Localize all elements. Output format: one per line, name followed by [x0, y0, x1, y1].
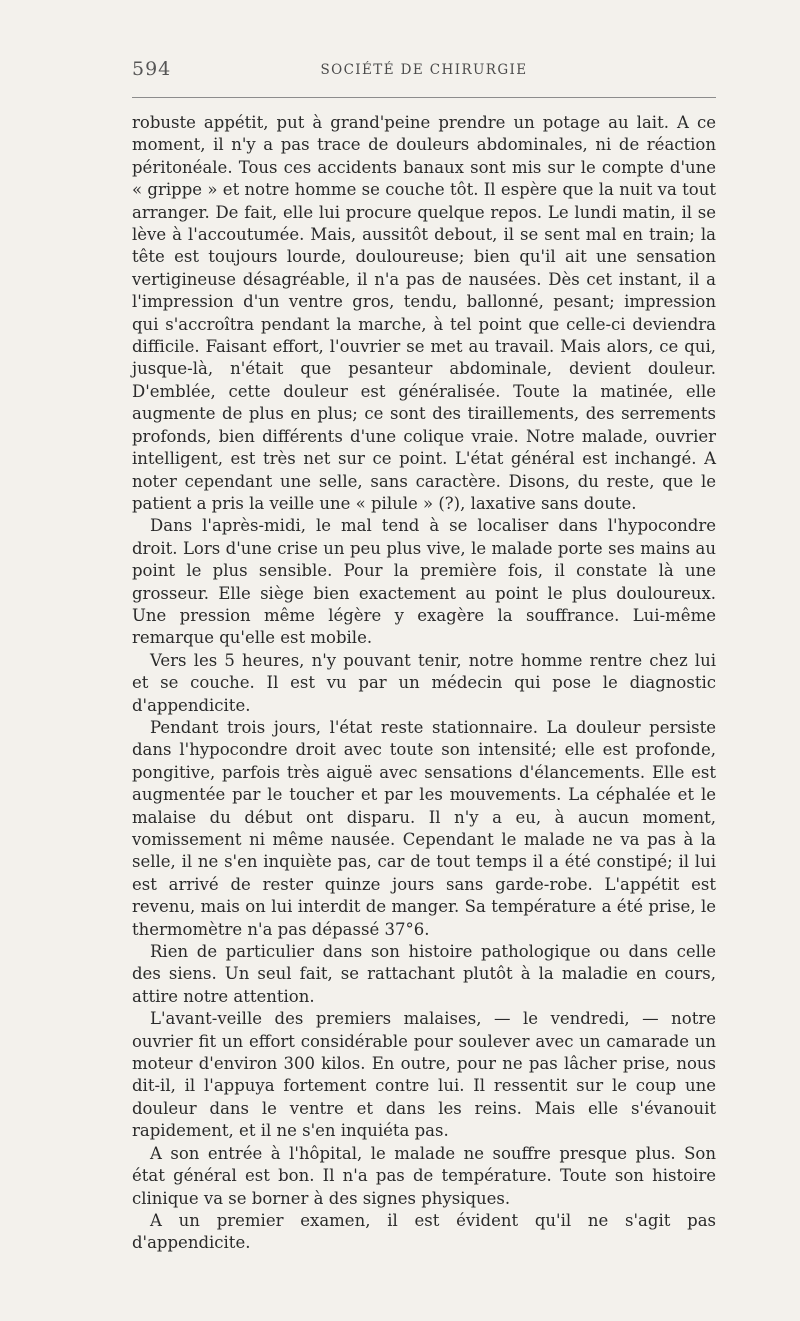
page-body [132, 112, 716, 1255]
paragraph: A un premier examen, il est évident qu'il ne s'agit pas d'appendicite. [132, 1210, 716, 1253]
paragraph: A son entrée à l'hôpital, le malade ne souffre presque plus. Son état général est bon. Il n'a pas de température. Toute son histoire clinique va se borner à des signes physiques. [132, 1143, 716, 1208]
header-rule [132, 97, 716, 98]
page-header [132, 58, 716, 86]
paragraph: Pendant trois jours, l'état reste stationnaire. La douleur persiste dans l'hypocondre droit avec toute son intensité; elle est profonde, pongitive, parfois très aiguë avec sensations d'élancements. Elle est augmentée par le toucher et par les mouvements. La céphalée et le malaise du début ont disparu. Il n'y a eu, à aucun moment, vomissement ni même nausée. Cependant le malade ne va pas à la selle, il ne s'en inquiète pas, car de tout temps il a été constipé; il lui est arrivé de rester quinze jours sans garde-robe. L'appétit est revenu, mais on lui interdit de manger. Sa température a été prise, le thermomètre n'a pas dépassé 37°6. [132, 717, 716, 939]
page-number: 594 [132, 58, 172, 80]
paragraph: Rien de particulier dans son histoire pathologique ou dans celle des siens. Un seul fait, se rattachant plutôt à la maladie en cours, attire notre attention. [132, 942, 716, 1006]
running-head: SOCIÉTÉ DE CHIRURGIE [320, 62, 528, 78]
paragraph: robuste appétit, put à grand'peine prendre un potage au lait. A ce moment, il n'y a pas trace de douleurs abdominales, ni de réaction péritonéale. Tous ces accidents banaux sont mis sur le compte d'une « grippe » et notre homme se couche tôt. Il espère que la nuit va tout arranger. De fait, elle lui procure quelque repos. Le lundi matin, il se lève à l'accoutumée. Mais, aussitôt debout, il se sent mal en train; la tête est toujours lourde, douloureuse; bien qu'il ait une sensation vertigineuse désagréable, il n'a pas de nausées. Dès cet instant, il a l'impression d'un ventre gros, tendu, ballonné, pesant; impression qui s'accroîtra pendant la marche, à tel point que celle-ci deviendra difficile. Faisant effort, l'ouvrier se met au travail. Mais alors, ce qui, jusque-là, n'était que pesanteur abdominale, devient douleur. D'emblée, cette douleur est généralisée. Toute la matinée, elle augmente de plus en plus; ce sont des tiraillements, des serrements profonds, bien différents d'une colique vraie. Notre malade, ouvrier intelligent, est très net sur ce point. L'état général est inchangé. A noter cependant une selle, sans caractère. Disons, du reste, que le patient a pris la veille une « pilule » (?), laxative sans doute. [132, 113, 716, 513]
paragraph: L'avant-veille des premiers malaises, — le vendredi, — notre ouvrier fit un effort considérable pour soulever avec un camarade un moteur d'environ 300 kilos. En outre, pour ne pas lâcher prise, nous dit-il, il l'appuya fortement contre lui. Il ressentit sur le coup une douleur dans le ventre et dans les reins. Mais elle s'évanouit rapidement, et il ne s'en inquiéta pas. [132, 1009, 716, 1141]
paragraph: Vers les 5 heures, n'y pouvant tenir, notre homme rentre chez lui et se couche. Il est vu par un médecin qui pose le diagnostic d'appendicite. [132, 650, 716, 715]
paragraph: Dans l'après-midi, le mal tend à se localiser dans l'hypocondre droit. Lors d'une crise un peu plus vive, le malade porte ses mains au point le plus sensible. Pour la première fois, il constate là une grosseur. Elle siège bien exactement au point le plus douloureux. Une pression même légère y exagère la souffrance. Lui-même remarque qu'elle est mobile. [132, 516, 716, 648]
